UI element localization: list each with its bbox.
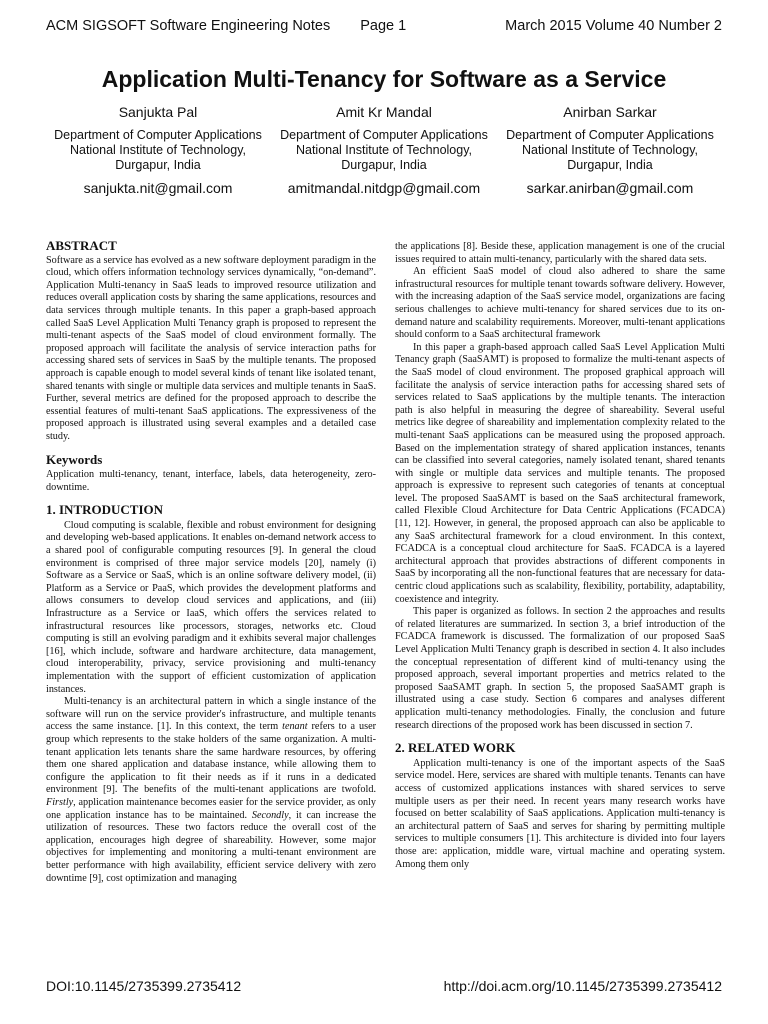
intro-paragraph-3: An efficient SaaS model of cloud also adhered to share the same infrastructural resources for multiple tenant towards software delivery. However, with the increasing adaption of the SaaS service model, organizations are facing serious challenges to achieve multi-tenancy for shared services due to its on-demand nature and scalability requirements. Moreover, multi-tenant applications should conform to a SaaS architectural framework <box>395 266 725 341</box>
paper-title: Application Multi-Tenancy for Software as a Service <box>101 66 667 92</box>
author-2 <box>272 104 496 196</box>
issue-info: March 2015 Volume 40 Number 2 <box>505 18 722 34</box>
author-city: Durgapur, India <box>341 158 427 172</box>
author-dept: Department of Computer Applications <box>506 128 714 142</box>
author-email[interactable]: amitmandal.nitdgp@gmail.com <box>287 180 481 196</box>
page-number: Page 1 <box>360 18 407 34</box>
related-work-paragraph-1: Application multi-tenancy is one of the important aspects of the SaaS service model. Here, services are shared with multiple tenants. Tenants can have access of customized applications instances with shared services to serve multiple users as per their need. In recent years many research works have focused on better scalability of SaaS applications. Application multi-tenancy is an architectural pattern of SaaS and serves for sharing by permitting multiple services to multiple consumers [1]. This architecture is divided into four layers those are: application, middle ware, virtual machine and operating system. Among them only <box>395 757 725 870</box>
author-block <box>46 104 722 196</box>
author-name: Anirban Sarkar <box>563 104 657 120</box>
right-column <box>395 241 725 871</box>
author-inst: National Institute of Technology, <box>295 143 473 157</box>
doi-link[interactable]: http://doi.acm.org/10.1145/2735399.2735412 <box>443 978 722 994</box>
author-inst: National Institute of Technology, <box>69 143 247 157</box>
keywords-heading: Keywords <box>46 451 103 467</box>
intro-heading: 1. INTRODUCTION <box>46 502 164 518</box>
author-dept: Department of Computer Applications <box>280 128 488 142</box>
abstract-text: Software as a service has evolved as a new software deployment paradigm in the cloud, which offers information technology services dynamically, “on-demand”. Application Multi-tenancy in SaaS leads to improved resource utilization and reduces overall application costs by sharing the same applications, resources and data services through multiple tenants. In this paper a graph-based approach called SaaS Level Application Multi Tenancy graph is proposed to represent the multi-tenant aspects of the SaaS model of cloud environment formally. The proposed approach will facilitate the analysis of service interaction paths for accessing shared sets of services in SaaS by the multiple tenants. The proposed approach is capable enough to model several kinds of tenant like isolated tenant, shared tenants with single or multiple data services and multiple tenants in SaaS. Further, several metrics are defined for the proposed approach to describe the essential features of multi-tenant SaaS applications. The expressiveness of the proposed approach is illustrated using several examples and a detailed case study. <box>46 254 376 442</box>
intro-paragraph-4: In this paper a graph-based approach called SaaS Level Application Multi Tenancy graph (SaaSAMT) is proposed to formalize the multi-tenant aspects of the SaaS model of cloud environment. The proposed graphical approach will facilitate the analysis of service interaction paths for accessing shared sets of services related to SaaS applications by the multiple tenants. The interaction path is also helpful in measuring the degree of shareability. Several useful metrics like degree of shareability and implementation complexity related to the multi-tenant SaaS applications can be measured using the proposed approach. Based on the implementation strategy of shared application instances, tenants can be classified into several categories, namely isolated tenant, shared tenants with single or multiple data services and multiple tenants. The proposed approach is expressive to represent such categories of tenants at conceptual level. The proposed SaaSAMT is based on the SaaS architectural framework, called Flexible Cloud Architecture for Data Centric Applications (FCADCA) [11, 12]. However, in general, the proposed approach can also be applicable to any SaaS architectural framework for a cloud environment. In this context, FCADCA is a conceptual cloud architecture for SaaS. FCADCA is a layered architectural approach that provides abstractions of different components in SaaS by incorporating all the non-functional features that are necessary for data-centric cloud applications such as scalability, flexibility, portability, adaptability, coexistence and integrity. <box>395 341 725 605</box>
author-city: Durgapur, India <box>115 158 201 172</box>
doi-text: DOI:10.1145/2735399.2735412 <box>46 978 242 994</box>
author-dept: Department of Computer Applications <box>54 128 262 142</box>
author-1 <box>46 104 270 196</box>
author-city: Durgapur, India <box>567 158 653 172</box>
intro-paragraph-2: Multi-tenancy is an architectural pattern in which a single instance of the software will run on the service provider's infrastructure, and multiple tenants access the same instance. [1]. In this context, the term tenant refers to a user group which represents to the stake holders of the same organization. A multi-tenant application lets tenants share the same hardware resources, by offering them one shared application and database instance, while allowing them to configure the application to fit their needs as if it runs in a dedicated environment [9]. The benefits of the multi-tenant applications are twofold. Firstly, application maintenance becomes easier for the service provider, as only one application instance has to be maintained. Secondly, it can increase the utilization of resources. These two factors reduce the overall cost of the application, encourages high degree of shareability. However, some major objectives for implementing and monitoring a multi-tenant environment are better performance with high availability, efficient service delivery with zero downtime [9], cost optimization and managing <box>46 696 376 884</box>
author-name: Sanjukta Pal <box>118 104 198 120</box>
author-inst: National Institute of Technology, <box>521 143 699 157</box>
left-column <box>46 240 376 885</box>
author-email[interactable]: sarkar.anirban@gmail.com <box>526 180 694 196</box>
intro-paragraph-1: Cloud computing is scalable, flexible and robust environment for designing and developing web-based applications. It enables on-demand network access to a shared pool of configurable computing resources [9]. In general the cloud environment is comprised of three major service models [20], namely (i) Software as a Service or SaaS, which is an online software delivery model, (ii) Platform as a Service or PaaS, which provides the development platforms and allows consumers to develop cloud services and applications, and (iii) Infrastructure as a Service or IaaS, which offers the services related to infrastructural resources like processors, storages, networks etc. Cloud computing is still an evolving paradigm and it exhibits several major challenges [16], which include, software and hardware architecture, data management, cloud interoperability, privacy, service provisioning and multi-tenancy implementation with the support of efficient customization of application instances. <box>46 519 376 695</box>
intro-paragraph-5: This paper is organized as follows. In section 2 the approaches and results of related literatures are summarized. In section 3, a brief introduction of the FCADCA framework is discussed. The formalization of our proposed SaaS Level Application Multi Tenancy graph is described in section 4. It also includes the conceptual representation of different kind of multi-tenancy using the proposed approach, several important properties and metrics related to the proposed SaaSAMT graph. In section 5, the proposed SaaSAMT graph is illustrated using a case study. Section 6 compares and analyses different application multi-tenancy methodologies. Finally, the conclusion and future research directions of the proposed work has been discussed in section 7. <box>395 606 725 731</box>
related-work-heading: 2. RELATED WORK <box>395 740 516 756</box>
author-name: Amit Kr Mandal <box>336 104 432 120</box>
page-footer <box>46 978 722 994</box>
keywords-text: Application multi-tenancy, tenant, interface, labels, data heterogeneity, zero-downtime. <box>46 469 376 493</box>
intro-paragraph-cont: the applications [8]. Beside these, application management is one of the crucial issues required to attain multi-tenancy, particularly with the shared data sets. <box>395 241 725 265</box>
author-3 <box>498 104 722 196</box>
abstract-heading: ABSTRACT <box>46 238 117 253</box>
journal-name: ACM SIGSOFT Software Engineering Notes <box>46 18 331 34</box>
page-header <box>46 18 722 34</box>
author-email[interactable]: sanjukta.nit@gmail.com <box>83 180 233 196</box>
